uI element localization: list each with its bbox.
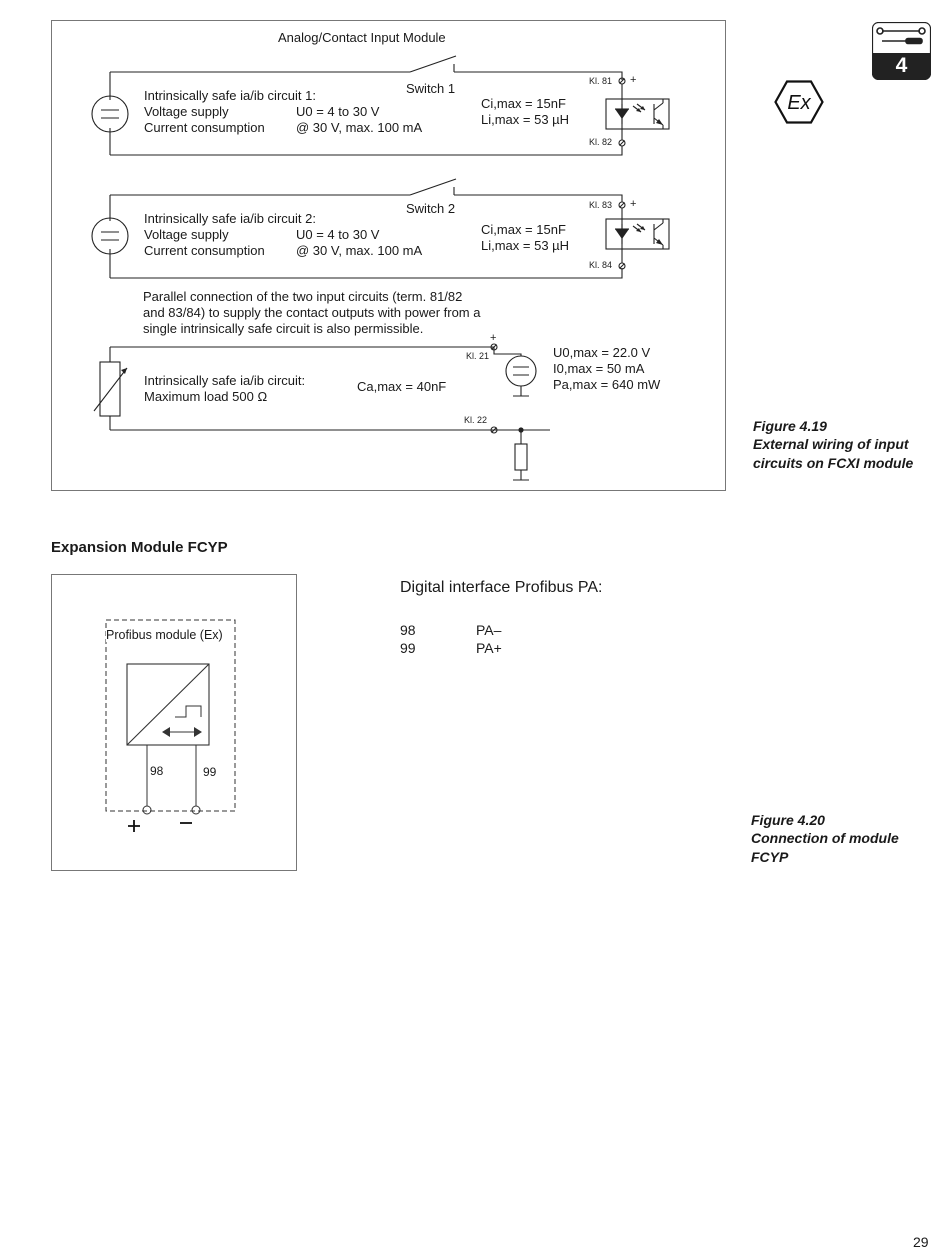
profibus-terminal-99: 99 bbox=[203, 765, 217, 779]
profibus-module-diagram bbox=[0, 560, 320, 880]
circuit-2-title: Intrinsically safe ia/ib circuit 2: bbox=[144, 211, 316, 226]
terminal-kl-84: Kl. 84 bbox=[589, 260, 613, 270]
parallel-note-line-2: and 83/84) to supply the contact outputs with power from a bbox=[143, 305, 481, 320]
circuit-3-pamax: Pa,max = 640 mW bbox=[553, 377, 661, 392]
terminal-kl-82: Kl. 82 bbox=[589, 137, 613, 147]
terminal-kl-22: Kl. 22 bbox=[464, 415, 488, 425]
profibus-module-label: Profibus module (Ex) bbox=[106, 628, 223, 642]
circuit-3-u0max: U0,max = 22.0 V bbox=[553, 345, 651, 360]
circuit-1-title: Intrinsically safe ia/ib circuit 1: bbox=[144, 88, 316, 103]
module-title: Analog/Contact Input Module bbox=[278, 30, 446, 45]
circuit-2-current-value: @ 30 V, max. 100 mA bbox=[296, 243, 423, 258]
figure-4-19-caption: External wiring of input circuits on FCXI module bbox=[753, 436, 914, 471]
terminal-kl-81-plus: + bbox=[630, 74, 637, 86]
circuit-1-voltage-value: U0 = 4 to 30 V bbox=[296, 104, 380, 119]
chapter-number: 4 bbox=[895, 54, 908, 77]
circuit-2-voltage-label: Voltage supply bbox=[144, 227, 229, 242]
section-heading: Expansion Module FCYP bbox=[51, 539, 228, 556]
circuit-1-current-label: Current consumption bbox=[144, 120, 265, 135]
circuit-1-li: Li,max = 53 µH bbox=[481, 112, 570, 127]
page-number: 29 bbox=[913, 1234, 929, 1250]
profibus-minus-symbol bbox=[180, 813, 181, 814]
circuit-3-ca: Ca,max = 40nF bbox=[357, 379, 447, 394]
circuit-1-ci: Ci,max = 15nF bbox=[481, 96, 566, 111]
circuit-3-load: Maximum load 500 Ω bbox=[144, 389, 268, 404]
profibus-plus-symbol bbox=[126, 813, 127, 814]
parallel-note-line-1: Parallel connection of the two input circuits (term. 81/82 bbox=[143, 289, 463, 304]
circuit-2-voltage-value: U0 = 4 to 30 V bbox=[296, 227, 380, 242]
interface-terminal: 98 bbox=[400, 622, 416, 638]
circuit-1-current-value: @ 30 V, max. 100 mA bbox=[296, 120, 423, 135]
figure-4-20-caption: Connection of module FCYP bbox=[751, 830, 899, 865]
terminal-kl-83-plus: + bbox=[630, 198, 637, 210]
circuit-3-i0max: I0,max = 50 mA bbox=[553, 361, 645, 376]
parallel-note-line-3: single intrinsically safe circuit is also permissible. bbox=[143, 321, 424, 336]
terminal-kl-21-plus: + bbox=[490, 332, 497, 344]
interface-terminal: 99 bbox=[400, 640, 416, 656]
terminal-kl-21: Kl. 21 bbox=[466, 351, 490, 361]
terminal-kl-83: Kl. 83 bbox=[589, 200, 613, 210]
circuit-1-voltage-label: Voltage supply bbox=[144, 104, 229, 119]
circuit-2-ci: Ci,max = 15nF bbox=[481, 222, 566, 237]
figure-4-19-number: Figure 4.19 bbox=[753, 418, 827, 434]
interface-table bbox=[400, 621, 502, 657]
profibus-terminal-98: 98 bbox=[150, 764, 164, 778]
figure-4-20-number: Figure 4.20 bbox=[751, 812, 825, 828]
terminal-kl-81: Kl. 81 bbox=[589, 76, 613, 86]
circuit-3-title: Intrinsically safe ia/ib circuit: bbox=[144, 373, 306, 388]
interface-row bbox=[400, 639, 502, 657]
circuit-2-current-label: Current consumption bbox=[144, 243, 265, 258]
switch-1-label: Switch 1 bbox=[406, 81, 456, 96]
interface-row bbox=[400, 621, 502, 639]
switch-2-label: Switch 2 bbox=[406, 201, 456, 216]
interface-title: Digital interface Profibus PA: bbox=[400, 579, 603, 596]
interface-signal: PA+ bbox=[476, 640, 502, 656]
circuit-2-li: Li,max = 53 µH bbox=[481, 238, 570, 253]
interface-signal: PA– bbox=[476, 622, 502, 638]
svg-text:Ex: Ex bbox=[787, 92, 811, 114]
